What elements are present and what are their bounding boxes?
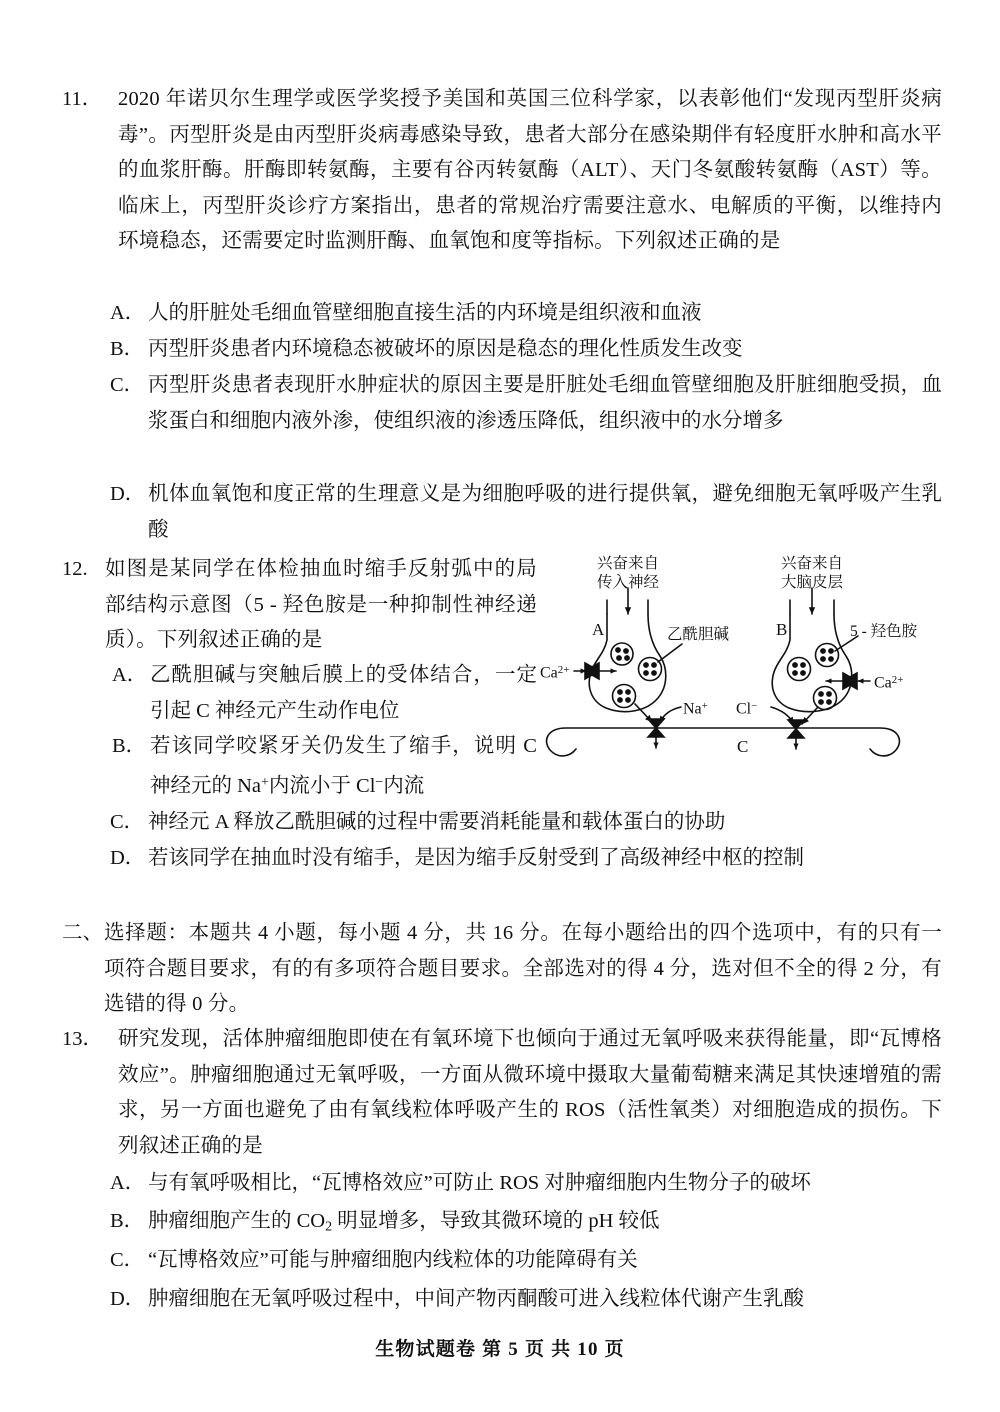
question-13-number: 13． [62,1028,103,1050]
question-11-stem: 2020 年诺贝尔生理学或医学奖授予美国和英国三位科学家，以表彰他们“发现丙型肝炎病毒”。丙型肝炎是由丙型肝炎病毒感染导致，患者大部分在感染期伴有轻度肝水肿和高水平的血浆肝酶。肝酶即转氨酶，主要有谷丙转氨酶（ALT）、天门冬氨酸转氨酶（AST）等。临床上，丙型肝炎诊疗方案指出，患者的常规治疗需要注意水、电解质的平衡，以维持内环境稳态，还需要定时监测肝酶、血氧饱和度等指标。下列叙述正确的是 [118,88,942,252]
label-neuron-b: B [776,620,788,639]
question-13-option-a[interactable] [110,1166,955,1202]
option-label: B． [110,1210,145,1232]
question-12-option-a[interactable] [112,658,537,729]
option-label: B． [110,338,145,360]
question-11-option-d[interactable] [110,477,942,548]
question-11-option-a[interactable] [110,296,942,332]
option-text: 人的肝脏处毛细血管壁细胞直接生活的内环境是组织液和血液 [148,302,702,324]
label-sodium: Na+ [683,700,708,718]
option-label: D． [110,1288,146,1310]
question-13-option-c[interactable] [110,1243,955,1279]
label-serotonin: 5 - 羟色胺 [850,623,918,640]
option-text: 丙型肝炎患者表现肝水肿症状的原因主要是肝脏处毛细血管壁细胞及肝脏细胞受损，血浆蛋白和细胞内液外渗，使组织液的渗透压降低，组织液中的水分增多 [148,374,942,432]
label-excite-from-cortex: 兴奋来自 大脑皮层 [780,555,843,591]
question-12-option-d[interactable] [110,841,955,877]
option-text: 机体血氧饱和度正常的生理意义是为细胞呼吸的进行提供氧，避免细胞无氧呼吸产生乳酸 [148,483,942,541]
question-12-option-c[interactable] [110,805,955,841]
option-text: “瓦博格效应”可能与肿瘤细胞内线粒体的功能障碍有关 [148,1249,638,1271]
question-12-stem: 如图是某同学在体检抽血时缩手反射弧中的局部结构示意图（5 - 羟色胺是一种抑制性神经递质）。下列叙述正确的是 [105,558,537,651]
option-label: B． [112,735,147,757]
option-text: 肿瘤细胞在无氧呼吸过程中，中间产物丙酮酸可进入线粒体代谢产生乳酸 [148,1288,804,1310]
option-label: A． [110,1172,146,1194]
section-two-label: 二、 [62,922,103,944]
label-chloride: Cl− [736,700,758,718]
label-neuron-c: C [737,737,749,756]
question-13-stem: 研究发现，活体肿瘤细胞即使在有氧环境下也倾向于通过无氧呼吸来获得能量，即“瓦博格效应”。肿瘤细胞通过无氧呼吸，一方面从微环境中摄取大量葡萄糖来满足其快速增殖的需求，另一方面也避免了由有氧线粒体呼吸产生的 ROS（活性氧类）对细胞造成的损伤。下列叙述正确的是 [118,1028,942,1157]
label-excite-from-afferent: 兴奋来自 传入神经 [596,555,659,591]
question-13-option-d[interactable] [110,1282,955,1318]
option-text: 与有氧呼吸相比，“瓦博格效应”可防止 ROS 对肿瘤细胞内生物分子的破坏 [148,1172,811,1194]
option-text: 肿瘤细胞产生的 $CO_2$ 明显增多，导致其微环境的 pH 较低 [148,1210,660,1235]
label-calcium-right: $Ca^{2+}$ [874,674,904,692]
option-text: 神经元 A 释放乙酰胆碱的过程中需要消耗能量和载体蛋白的协助 [148,811,726,833]
question-11-number: 11． [62,88,103,110]
option-label: D． [110,847,146,869]
reflex-arc-synapse-diagram [540,552,960,784]
question-12-number: 12. [62,558,88,580]
option-label: C． [110,811,145,833]
option-label: D． [110,483,146,505]
label-neuron-a: A [592,620,605,639]
option-label: A． [110,302,146,324]
question-12-option-b[interactable] [112,729,537,804]
page-footer: 生物试题卷 第 5 页 共 10 页 [375,1339,625,1360]
label-acetylcholine: 乙酰胆碱 [667,626,730,643]
section-two-text: 选择题：本题共 4 小题，每小题 4 分，共 16 分。在每小题给出的四个选项中，有的只有一项符合题目要求，有的有多项符合题目要求。全部选对的得 4 分，选对但不全的得 2 分，有选错的得 0 分。 [104,922,942,1015]
question-11-option-c[interactable] [110,368,942,439]
option-text: 若该同学咬紧牙关仍发生了缩手，说明 C 神经元的 Na+内流小于 Cl−内流 [150,735,537,797]
option-label: C． [110,374,145,396]
option-label: C． [110,1249,145,1271]
option-label: A． [112,664,148,686]
option-text: 丙型肝炎患者内环境稳态被破坏的原因是稳态的理化性质发生改变 [148,338,743,360]
option-text: 若该同学在抽血时没有缩手，是因为缩手反射受到了高级神经中枢的控制 [148,847,804,869]
label-calcium-left: $Ca^{2+}$ [540,664,570,682]
question-13-option-b[interactable] [110,1204,955,1245]
option-text: 乙酰胆碱与突触后膜上的受体结合，一定引起 C 神经元产生动作电位 [150,664,537,722]
question-11-option-b[interactable] [110,332,942,368]
